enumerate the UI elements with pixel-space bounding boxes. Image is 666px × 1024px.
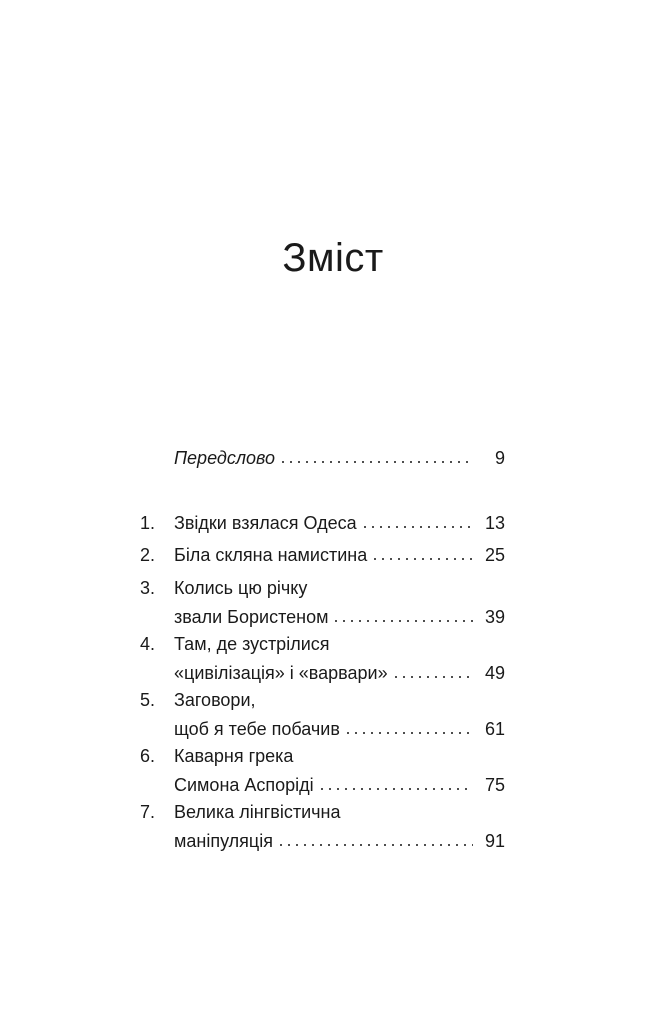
dot-leader — [277, 829, 473, 847]
toc-entry-title-line-2: щоб я тебе побачив — [174, 719, 340, 739]
page-title: Зміст — [282, 236, 384, 280]
toc-entry-title-line-1: Колись цю річку — [174, 578, 308, 598]
dot-leader — [332, 605, 473, 623]
toc-entry-title-line-2: «цивілізація» і «варвари» — [174, 663, 388, 683]
dot-leader — [279, 446, 473, 464]
toc-chapter-number: 5. — [140, 690, 156, 710]
toc-chapter-number: 1. — [140, 513, 156, 533]
toc-chapter-number: 2. — [140, 545, 156, 565]
toc-entry-title: Передслово — [174, 448, 275, 468]
toc-page-number: 91 — [484, 831, 505, 851]
toc-chapter-number: 7. — [140, 802, 156, 822]
toc-page-number: 9 — [494, 448, 505, 468]
toc-entry-title-line-2: маніпуляція — [174, 831, 273, 851]
toc-page-number: 49 — [484, 663, 505, 683]
toc-page-number: 13 — [484, 513, 505, 533]
toc-page-number: 25 — [484, 545, 505, 565]
dot-leader — [392, 661, 473, 679]
toc-entry-title-line-1: Велика лінгвістична — [174, 802, 341, 822]
toc-chapter-number: 3. — [140, 578, 156, 598]
toc-entry-title-line-1: Там, де зустрілися — [174, 634, 330, 654]
dot-leader — [318, 773, 473, 791]
toc-entry-title: Звідки взялася Одеса — [174, 513, 357, 533]
dot-leader — [371, 543, 473, 561]
toc-chapter-number: 4. — [140, 634, 156, 654]
toc-entry-title-line-2: звали Бористеном — [174, 607, 329, 627]
toc-entry-title-line-1: Каварня грека — [174, 746, 294, 766]
toc-chapter-number: 6. — [140, 746, 156, 766]
toc-page-number: 75 — [484, 775, 505, 795]
dot-leader — [344, 717, 473, 735]
dot-leader — [361, 511, 473, 529]
toc-entry-title: Біла скляна намистина — [174, 545, 368, 565]
toc-page-number: 39 — [484, 607, 505, 627]
toc-entry-title-line-2: Симона Аспоріді — [174, 775, 314, 795]
toc-page-number: 61 — [484, 719, 505, 739]
toc-entry-title-line-1: Заговори, — [174, 690, 256, 710]
